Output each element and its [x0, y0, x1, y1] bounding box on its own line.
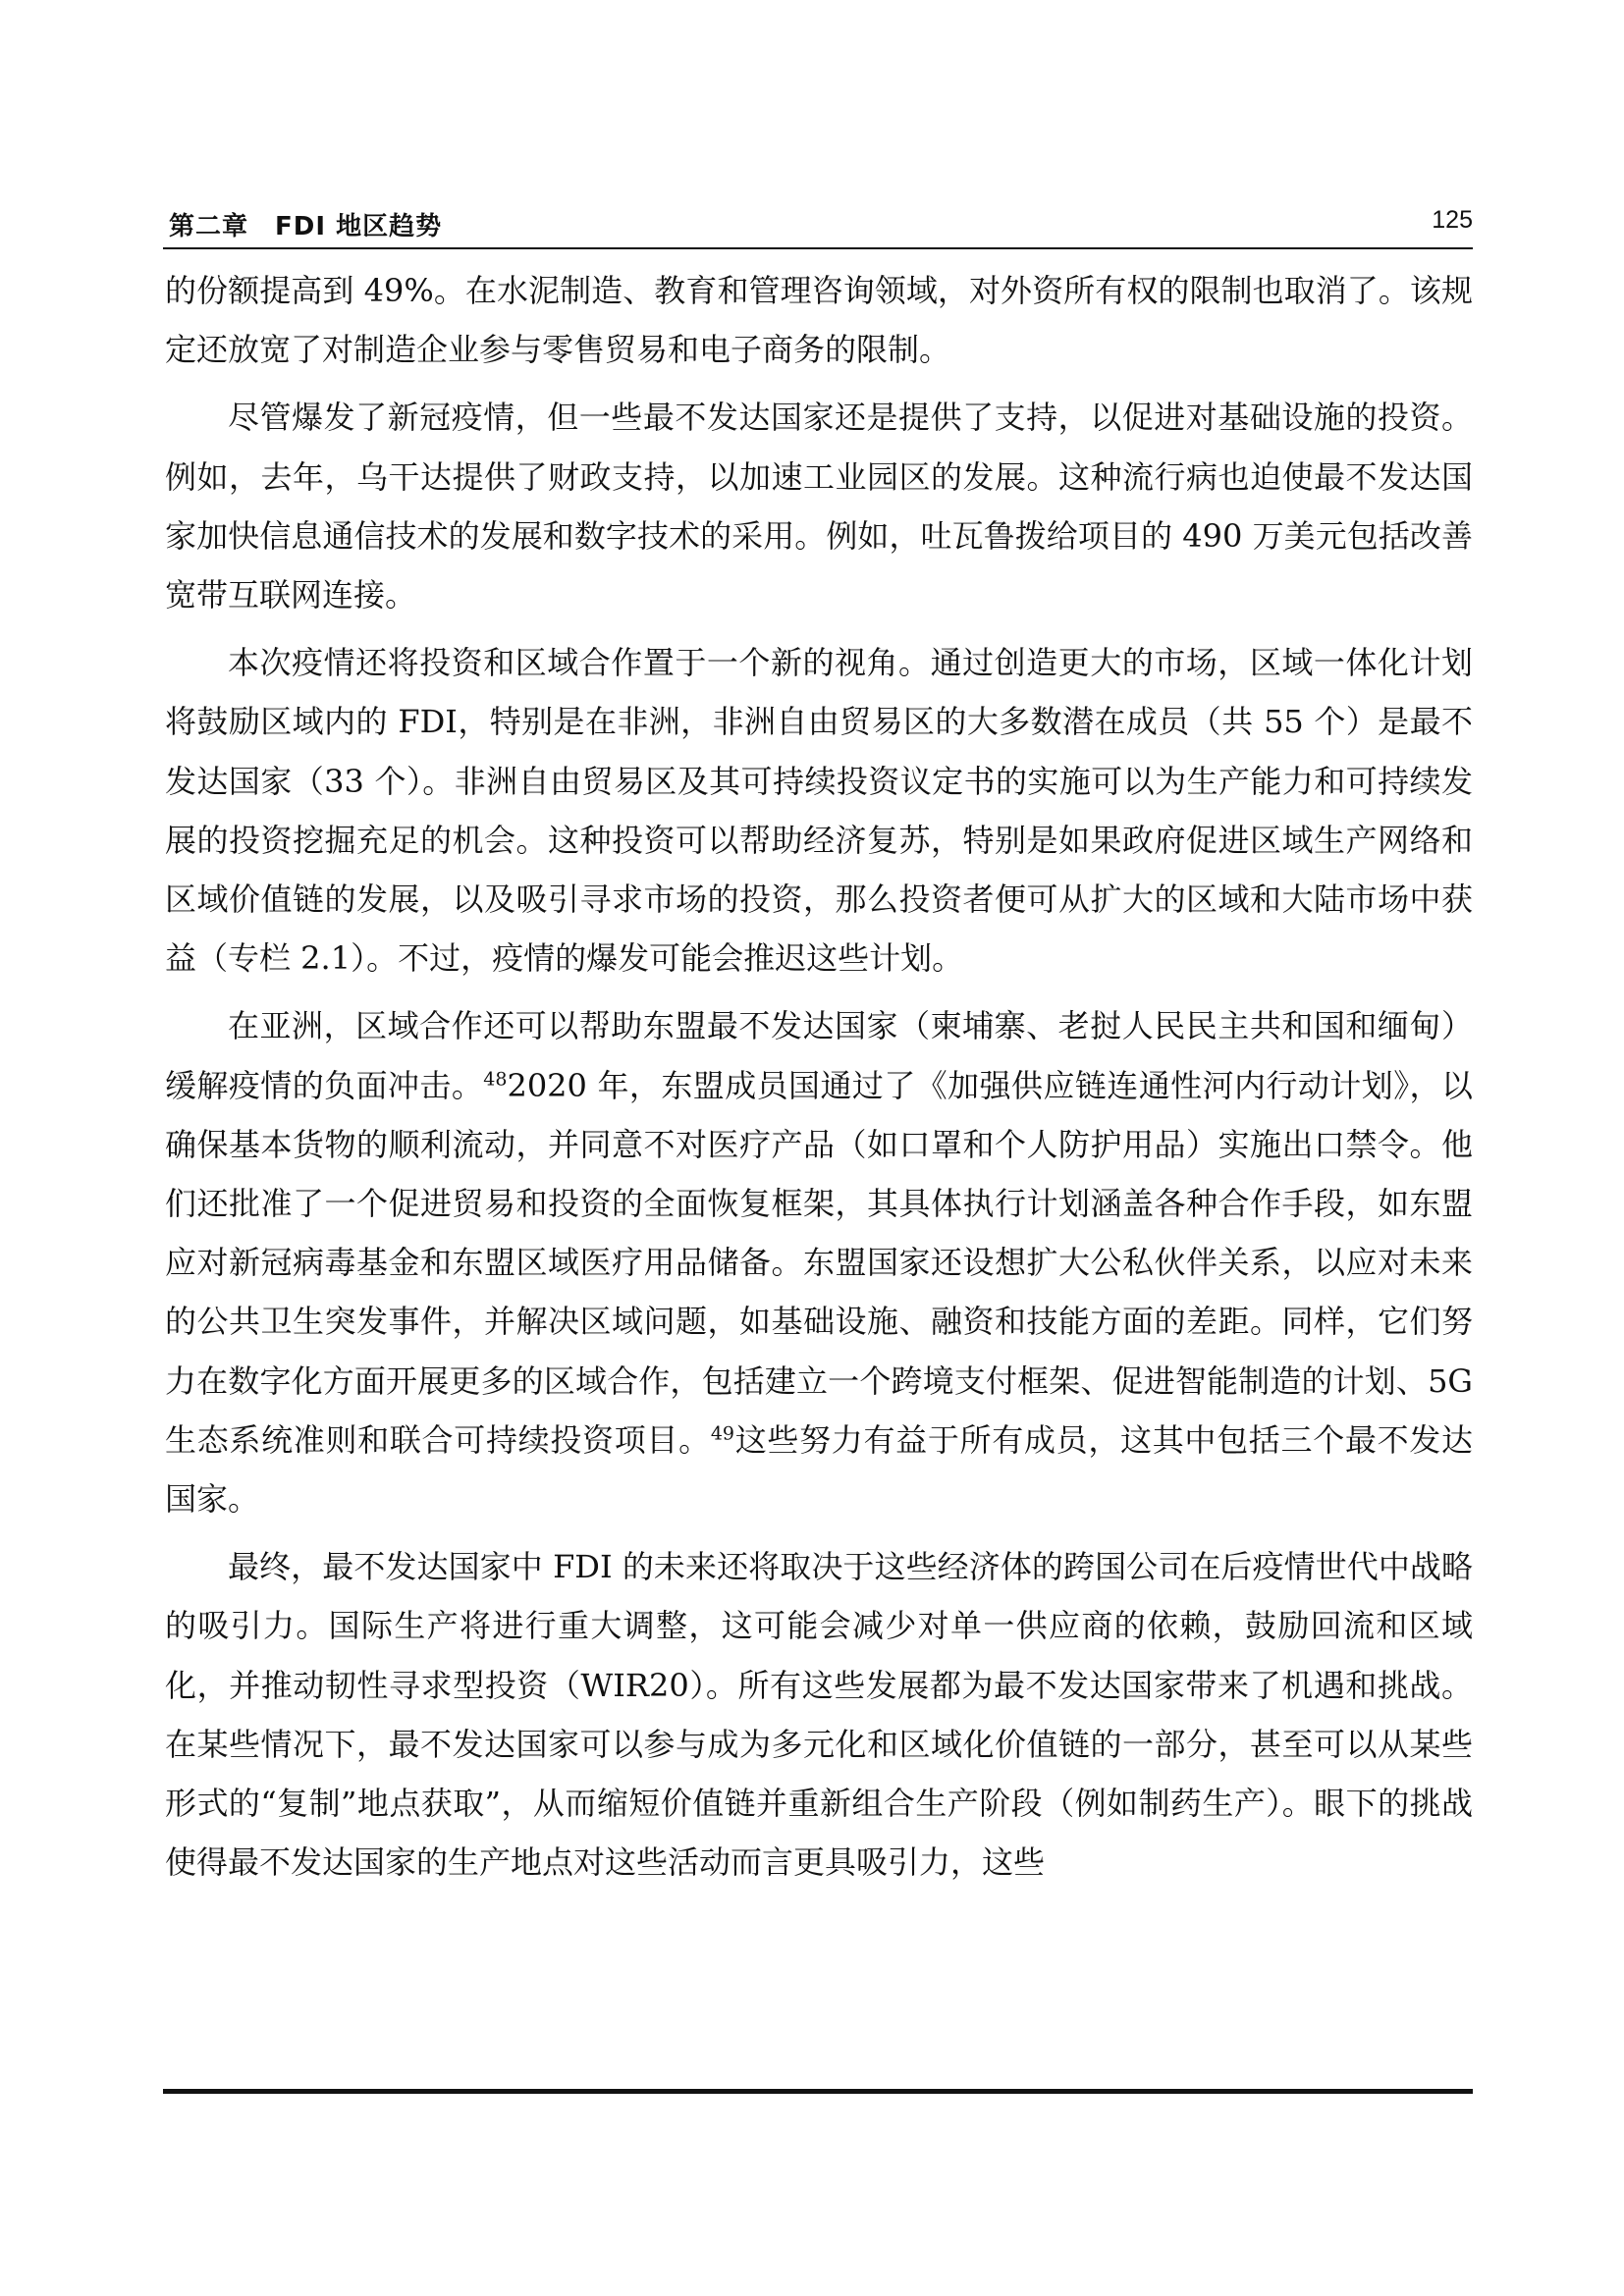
paragraph-asean-cooperation — [165, 996, 1473, 1528]
footnote-marker: 48 — [483, 1067, 508, 1090]
paragraph-text: 2020 年，东盟成员国通过了《加强供应链连通性河内行动计划》，以确保基本货物的顺利流动，并同意不对医疗产品（如口罩和个人防护用品）实施出口禁令。他们还批准了一个促进贸易和投资的全面恢复框架，其具体执行计划涵盖各种合作手段，如东盟应对新冠病毒基金和东盟区域医疗用品储备。东盟国家还设想扩大公私伙伴关系，以应对未来的公共卫生突发事件，并解决区域问题，如基础设施、融资和技能方面的差距。同样，它们努力在数字化方面开展更多的区域合作，包括建立一个跨境支付框架、促进智能制造的计划、5G 生态系统准则和联合可持续投资项目。 — [165, 1066, 1473, 1459]
paragraph-text: 这些努力有益于所有成员，这其中包括三个最不发达国家。 — [165, 1420, 1473, 1519]
paragraph-text: 在亚洲，区域合作还可以帮助东盟最不发达国家（柬埔寨、老挝人民民主共和国和缅甸）缓解疫情的负面冲击。 — [165, 1007, 1473, 1104]
footer-rule — [163, 2089, 1473, 2094]
body-text — [165, 261, 1473, 1900]
paragraph-regional-cooperation: 本次疫情还将投资和区域合作置于一个新的视角。通过创造更大的市场，区域一体化计划将鼓励区域内的 FDI，特别是在非洲，非洲自由贸易区的大多数潜在成员（共 55 个）是最不发达国家（33 个）。非洲自由贸易区及其可持续投资议定书的实施可以为生产能力和可持续发展的投资挖掘充足的机会。这种投资可以帮助经济复苏，特别是如果政府促进区域生产网络和区域价值链的发展，以及吸引寻求市场的投资，那么投资者便可从扩大的区域和大陆市场中获益（专栏 2.1）。不过，疫情的爆发可能会推迟这些计划。 — [165, 644, 1473, 978]
paragraph-continuation: 的份额提高到 49%。在水泥制造、教育和管理咨询领域，对外资所有权的限制也取消了。该规定还放宽了对制造企业参与零售贸易和电子商务的限制。 — [165, 272, 1473, 369]
paragraph-infrastructure-investment: 尽管爆发了新冠疫情，但一些最不发达国家还是提供了支持，以促进对基础设施的投资。例如，去年，乌干达提供了财政支持，以加速工业园区的发展。这种流行病也迫使最不发达国家加快信息通信技术的发展和数字技术的采用。例如，吐瓦鲁拨给项目的 490 万美元包括改善宽带互联网连接。 — [165, 399, 1473, 614]
page-number: 125 — [1432, 206, 1473, 234]
footnote-marker: 49 — [710, 1422, 734, 1445]
paragraph-future-outlook: 最终，最不发达国家中 FDI 的未来还将取决于这些经济体的跨国公司在后疫情世代中战略的吸引力。国际生产将进行重大调整，这可能会减少对单一供应商的依赖，鼓励回流和区域化，并推动韧性寻求型投资（WIR20）。所有这些发展都为最不发达国家带来了机遇和挑战。在某些情况下，最不发达国家可以参与成为多元化和区域化价值链的一部分，甚至可以从某些形式的“复制”地点获取”，从而缩短价值链并重新组合生产阶段（例如制药生产）。眼下的挑战使得最不发达国家的生产地点对这些活动而言更具吸引力，这些 — [165, 1548, 1473, 1882]
chapter-title: 第二章 FDI 地区趋势 — [169, 212, 443, 241]
running-header — [163, 192, 1473, 249]
